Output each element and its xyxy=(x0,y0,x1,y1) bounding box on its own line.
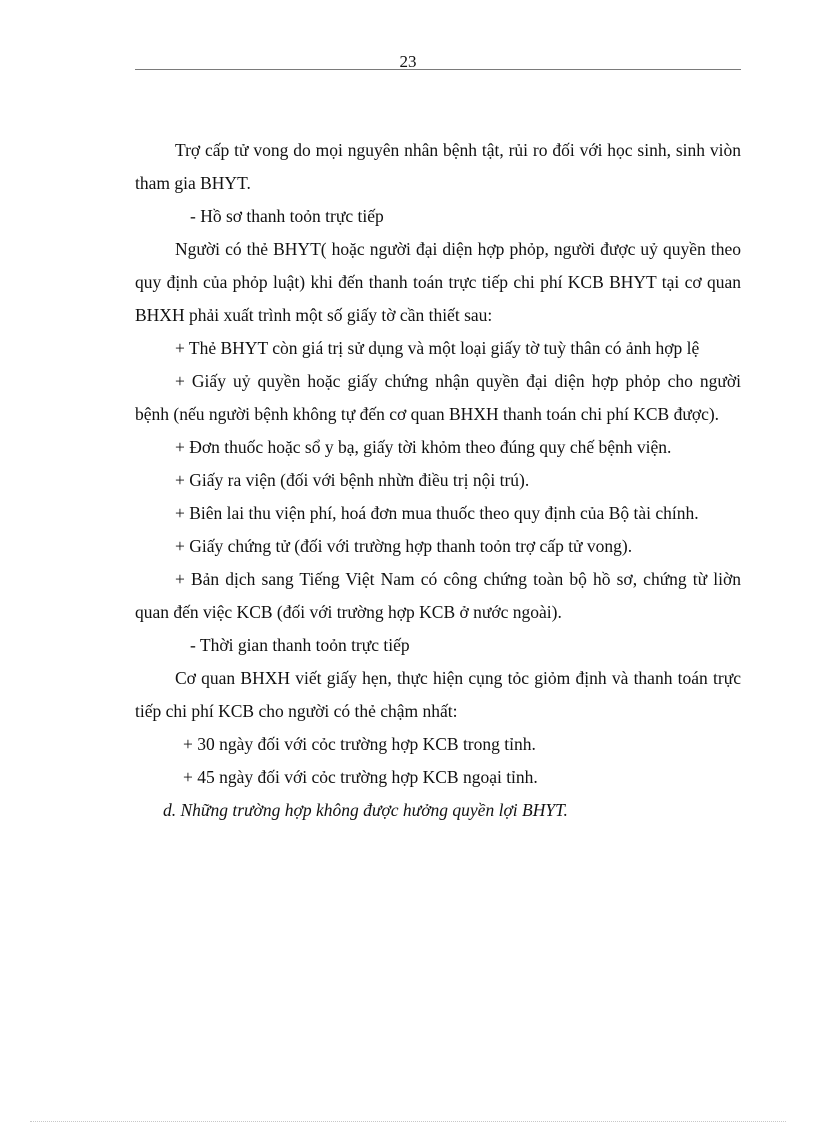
list-item-receipts: + Biên lai thu viện phí, hoá đơn mua thuốc theo quy định của Bộ tài chính. xyxy=(175,503,699,523)
list-item-45-days: + 45 ngày đối với cỏc trường hợp KCB ngoại tỉnh. xyxy=(183,767,538,787)
document-body xyxy=(135,134,741,827)
list-item-authorization: + Giấy uỷ quyền hoặc giấy chứng nhận quyền đại diện hợp phỏp cho người bệnh (nếu người bệnh không tự đến cơ quan BHXH thanh toán chi phí KCB được). xyxy=(135,371,741,424)
list-item-bhyt-card: + Thẻ BHYT còn giá trị sử dụng và một loại giấy tờ tuỳ thân có ảnh hợp lệ xyxy=(175,338,700,358)
list-item-death-certificate: + Giấy chứng tử (đối với trường hợp thanh toỏn trợ cấp tử vong). xyxy=(175,536,633,556)
page-bottom-border xyxy=(30,1121,786,1122)
heading-direct-payment-dossier: - Hồ sơ thanh toỏn trực tiếp xyxy=(190,206,384,226)
heading-payment-time: - Thời gian thanh toỏn trực tiếp xyxy=(190,635,410,655)
page-number: 23 xyxy=(399,52,417,71)
list-item-discharge: + Giấy ra viện (đối với bệnh nhừn điều trị nội trú). xyxy=(175,470,530,490)
list-item-30-days: + 30 ngày đối với cỏc trường hợp KCB trong tỉnh. xyxy=(183,734,536,754)
paragraph-appointment: Cơ quan BHXH viết giấy hẹn, thực hiện cụng tỏc giỏm định và thanh toán trực tiếp chi phí KCB cho người có thẻ chậm nhất: xyxy=(135,668,741,721)
list-item-prescription: + Đơn thuốc hoặc sổ y bạ, giấy tời khỏm theo đúng quy chế bệnh viện. xyxy=(175,437,672,457)
list-item-translation: + Bản dịch sang Tiếng Việt Nam có công chứng toàn bộ hồ sơ, chứng từ liờn quan đến việc KCB (đối với trường hợp KCB ở nước ngoài). xyxy=(135,569,741,622)
section-heading-d: d. Những trường hợp không được hưởng quyền lợi BHYT. xyxy=(163,800,568,820)
paragraph-card-holder-requirements: Người có thẻ BHYT( hoặc người đại diện hợp phỏp, người được uỷ quyền theo quy định của phỏp luật) khi đến thanh toán trực tiếp chi phí KCB BHYT tại cơ quan BHXH phải xuất trình một số giấy tờ cần thiết sau: xyxy=(135,239,741,325)
paragraph-death-allowance: Trợ cấp tử vong do mọi nguyên nhân bệnh tật, rủi ro đối với học sinh, sinh viòn tham gia BHYT. xyxy=(135,140,741,193)
header-rule xyxy=(135,69,741,70)
